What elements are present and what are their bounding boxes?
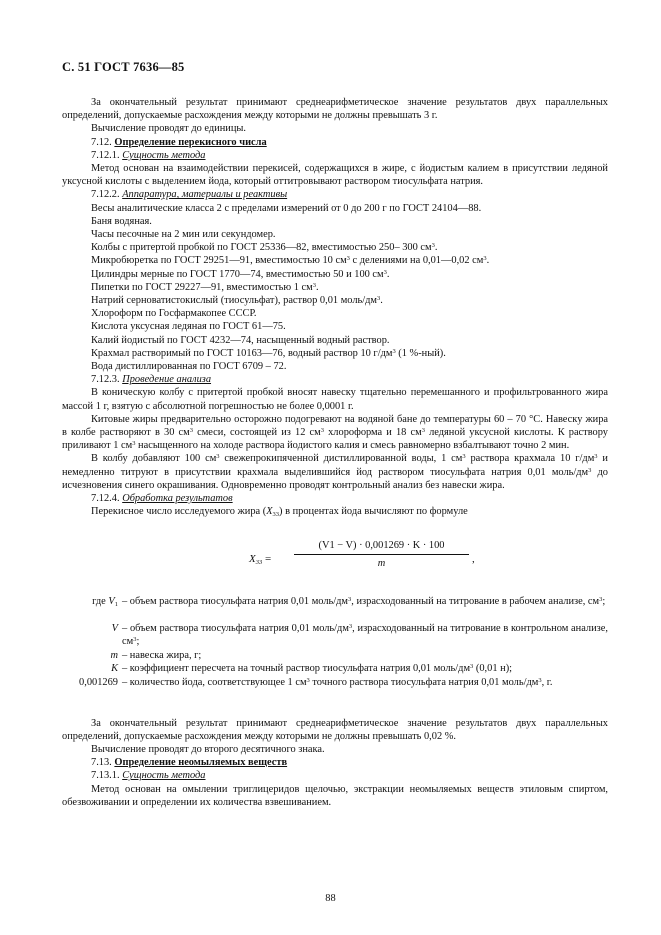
text: хлороформа и 18 см — [323, 427, 422, 439]
text: Пипетки по ГОСТ 29227—91, вместимостью 1 см — [91, 281, 313, 293]
subsection-number: 7.12.3. — [91, 374, 120, 386]
superscript: 3 — [377, 295, 381, 303]
superscript: 3 — [216, 453, 220, 461]
equipment-item — [62, 281, 608, 294]
equipment-item: Весы аналитические класса 2 с пределами измерений от 0 до 200 г по ГОСТ 24104—88. — [91, 202, 482, 214]
text: . — [380, 295, 383, 307]
definition-k — [62, 662, 608, 676]
text: Колбы с притертой пробкой по ГОСТ 25336—82, вместимостью 250– 300 см — [91, 242, 432, 254]
text: , израсходованный на титрование в рабочем анализе, см — [351, 595, 600, 607]
paragraph: За окончательный результат принимают среднеарифметическое значение результатов двух параллельных определений, допускаемые расхождения между которыми не должны превышать 0,02 %. — [62, 717, 608, 742]
subsection-title: Проведение анализа — [122, 374, 212, 386]
superscript: 3 — [189, 427, 193, 435]
paragraph: Вычисление проводят до второго десятичного знака. — [91, 743, 325, 755]
definition-symbol — [62, 595, 118, 608]
definition-m — [62, 649, 608, 663]
text: и немедленно титруют в присутствии крахмала выделившийся йод раствором тиосульфата натрия 0,01 моль/дм — [62, 453, 608, 478]
text: Цилиндры мерные по ГОСТ 1770—74, вместимостью 50 и 100 см — [91, 268, 384, 280]
section-number: 7.13. — [91, 757, 112, 769]
subsection-title: Сущность метода — [122, 149, 206, 161]
text: ледяной уксусной кислоты. К раствору приливают 1 см — [62, 427, 608, 452]
text: . — [386, 268, 390, 280]
variable: V — [108, 595, 115, 607]
superscript: 3 — [132, 440, 136, 448]
superscript: 3 — [346, 255, 350, 263]
paragraph — [62, 452, 608, 492]
text: , израсходованный на титрование в контрольном анализе, см — [122, 622, 608, 647]
definition-text — [122, 662, 608, 675]
text: . — [486, 255, 490, 267]
equipment-item: Калий йодистый по ГОСТ 4232—74, насыщенный водный раствор. — [91, 334, 390, 346]
superscript: 3 — [594, 453, 598, 461]
text: , г. — [541, 676, 553, 688]
text: смеси, состоящей из 12 см — [192, 427, 321, 439]
equipment-item: Кислота уксусная ледяная по ГОСТ 61—75. — [91, 321, 286, 333]
subsection-heading — [62, 149, 608, 162]
subscript: 33 — [255, 558, 263, 566]
subsection-number: 7.13.1. — [91, 770, 120, 782]
superscript: 3 — [348, 595, 352, 603]
subsection-heading — [62, 373, 608, 386]
definition-symbol: V — [111, 622, 118, 634]
text: . — [434, 242, 438, 254]
definition-text — [122, 595, 608, 608]
text: ; — [602, 595, 606, 607]
subsection-number: 7.12.2. — [91, 189, 120, 201]
definition-symbol: 0,001269 — [79, 676, 118, 688]
superscript: 3 — [320, 427, 324, 435]
equipment-item: Хлороформ по Госфармакопее СССР. — [91, 308, 257, 320]
text: – объем раствора тиосульфата натрия 0,01 моль/дм — [122, 622, 349, 634]
superscript: 3 — [133, 635, 137, 643]
paragraph: Метод основан на взаимодействии перекисей, содержащихся в жире, с йодистым калием в присутствии ледяной уксусной кислоты с выделением йода, который оттитровывают раствором тиосульфата натрия. — [62, 163, 608, 188]
text: (1 %-ный). — [395, 347, 446, 359]
where-word: где — [92, 595, 106, 607]
page-number: 88 — [325, 893, 336, 904]
equipment-item — [62, 294, 608, 307]
superscript: 3 — [392, 347, 396, 355]
superscript: 3 — [312, 281, 316, 289]
page-header: С. 51 ГОСТ 7636—85 — [62, 60, 185, 74]
superscript: 3 — [306, 676, 310, 684]
text: – коэффициент пересчета на точный раствор тиосульфата натрия 0,01 моль/дм — [122, 662, 471, 674]
subsection-heading — [62, 492, 608, 505]
formula-comma: , — [472, 552, 475, 565]
text: ; — [136, 635, 140, 647]
subsection-heading — [62, 188, 608, 201]
formula-fraction — [294, 539, 469, 570]
text: раствора крахмала 10 г/дм — [465, 453, 595, 465]
equipment-item: Часы песочные на 2 мин или секундомер. — [91, 229, 276, 241]
text: насыщенного на холоде раствора йодистого калия и смесь равномерно взбалтывают точно 2 мин. — [135, 440, 570, 452]
text: точного раствора тиосульфата натрия 0,01 моль/дм — [309, 676, 539, 688]
variable-definitions — [62, 595, 608, 717]
formula-denominator: m — [377, 557, 386, 569]
equipment-item: Баня водяная. — [91, 215, 152, 227]
definition-symbol: K — [111, 662, 118, 674]
superscript: 3 — [470, 662, 474, 670]
text: до исчезновения синего окрашивания. Одновременно проводят контрольный анализ без навески жира. — [62, 466, 608, 491]
text: – объем раствора тиосульфата натрия 0,01 моль/дм — [122, 595, 349, 607]
paragraph: Вычисление проводят до единицы. — [91, 123, 246, 135]
text: Крахмал растворимый по ГОСТ 10163—76, водный раствор 10 г/дм — [91, 347, 393, 359]
equipment-item — [62, 254, 608, 267]
text: Микробюретка по ГОСТ 29251—91, вместимостью 10 см — [91, 255, 347, 267]
section-heading — [62, 756, 608, 769]
text: . — [315, 281, 319, 293]
equipment-item: Вода дистиллированная по ГОСТ 6709 – 72. — [91, 361, 287, 373]
subsection-number: 7.12.4. — [91, 493, 120, 505]
subsection-heading — [62, 769, 608, 782]
superscript: 3 — [588, 466, 592, 474]
equipment-item — [62, 241, 608, 254]
text: свежепрокипяченной дистиллированной воды, 1 см — [219, 453, 463, 465]
text: Перекисное число исследуемого жира ( — [91, 506, 267, 518]
text: ) в процентах йода вычисляют по формуле — [279, 506, 468, 518]
definition-constant — [62, 676, 608, 703]
definition-text — [122, 622, 608, 648]
text: с делениями на 0,01—0,02 см — [349, 255, 484, 267]
subsection-number: 7.12.1. — [91, 149, 120, 161]
definition-text — [122, 676, 608, 689]
variable: X — [249, 552, 256, 565]
subscript: 1 — [114, 600, 118, 608]
variable: X — [266, 506, 273, 518]
definition-v — [62, 622, 608, 649]
formula-numerator: (V1 − V) · 0,001269 · K · 100 — [294, 539, 469, 555]
paragraph: В коническую колбу с притертой пробкой вносят навеску тщательно перемешанного и профильтрованного жира массой 1 г, взятую с абсолютной погрешностью не более 0,0001 г. — [62, 387, 608, 412]
equipment-item — [62, 347, 608, 360]
text: – количество йода, соответствующее 1 см — [122, 676, 307, 688]
text: Китовые жиры предварительно осторожно подогревают на водяной бане до температуры 60 – 70 °С. Навеску жира в колбе растворяют в 30 см — [62, 413, 608, 439]
subscript: 33 — [272, 511, 280, 519]
superscript: 3 — [462, 453, 466, 461]
superscript: 3 — [348, 622, 353, 630]
superscript: 3 — [538, 676, 542, 684]
superscript: 3 — [383, 268, 387, 276]
section-title: Определение неомыляемых веществ — [114, 757, 288, 769]
text: Натрий серноватистокислый (тиосульфат), раствор 0,01 моль/дм — [91, 295, 377, 307]
paragraph: За окончательный результат принимают среднеарифметическое значение результатов двух параллельных определений, допускаемые расхождения между которыми не должны превышать 3 г. — [62, 97, 608, 122]
subsection-title: Аппаратура, материалы и реактивы — [122, 189, 288, 201]
section-title: Определение перекисного числа — [114, 136, 267, 148]
superscript: 3 — [421, 427, 425, 435]
superscript: 3 — [599, 595, 603, 603]
superscript: 3 — [431, 242, 435, 250]
superscript: 3 — [483, 255, 487, 263]
formula — [62, 539, 608, 583]
definition-v1 — [62, 595, 608, 622]
subsection-title: Обработка результатов — [122, 493, 233, 505]
section-number: 7.12. — [91, 136, 112, 148]
subsection-title: Сущность метода — [122, 770, 206, 782]
text: В колбу добавляют 100 см — [91, 453, 217, 465]
paragraph — [62, 413, 608, 453]
document-body — [62, 96, 608, 809]
definition-text: – навеска жира, г; — [122, 649, 202, 661]
equipment-item — [62, 268, 608, 281]
definition-symbol: m — [110, 649, 118, 661]
formula-lhs — [249, 553, 271, 566]
section-heading — [62, 136, 608, 149]
text: (0,01 н); — [473, 662, 513, 674]
equals-sign: = — [262, 552, 272, 565]
paragraph: Метод основан на омылении триглицеридов щелочью, экстракции неомыляемых веществ этиловым спиртом, обезвоживании и определении их количества взвешиванием. — [62, 783, 608, 808]
paragraph — [62, 505, 608, 518]
